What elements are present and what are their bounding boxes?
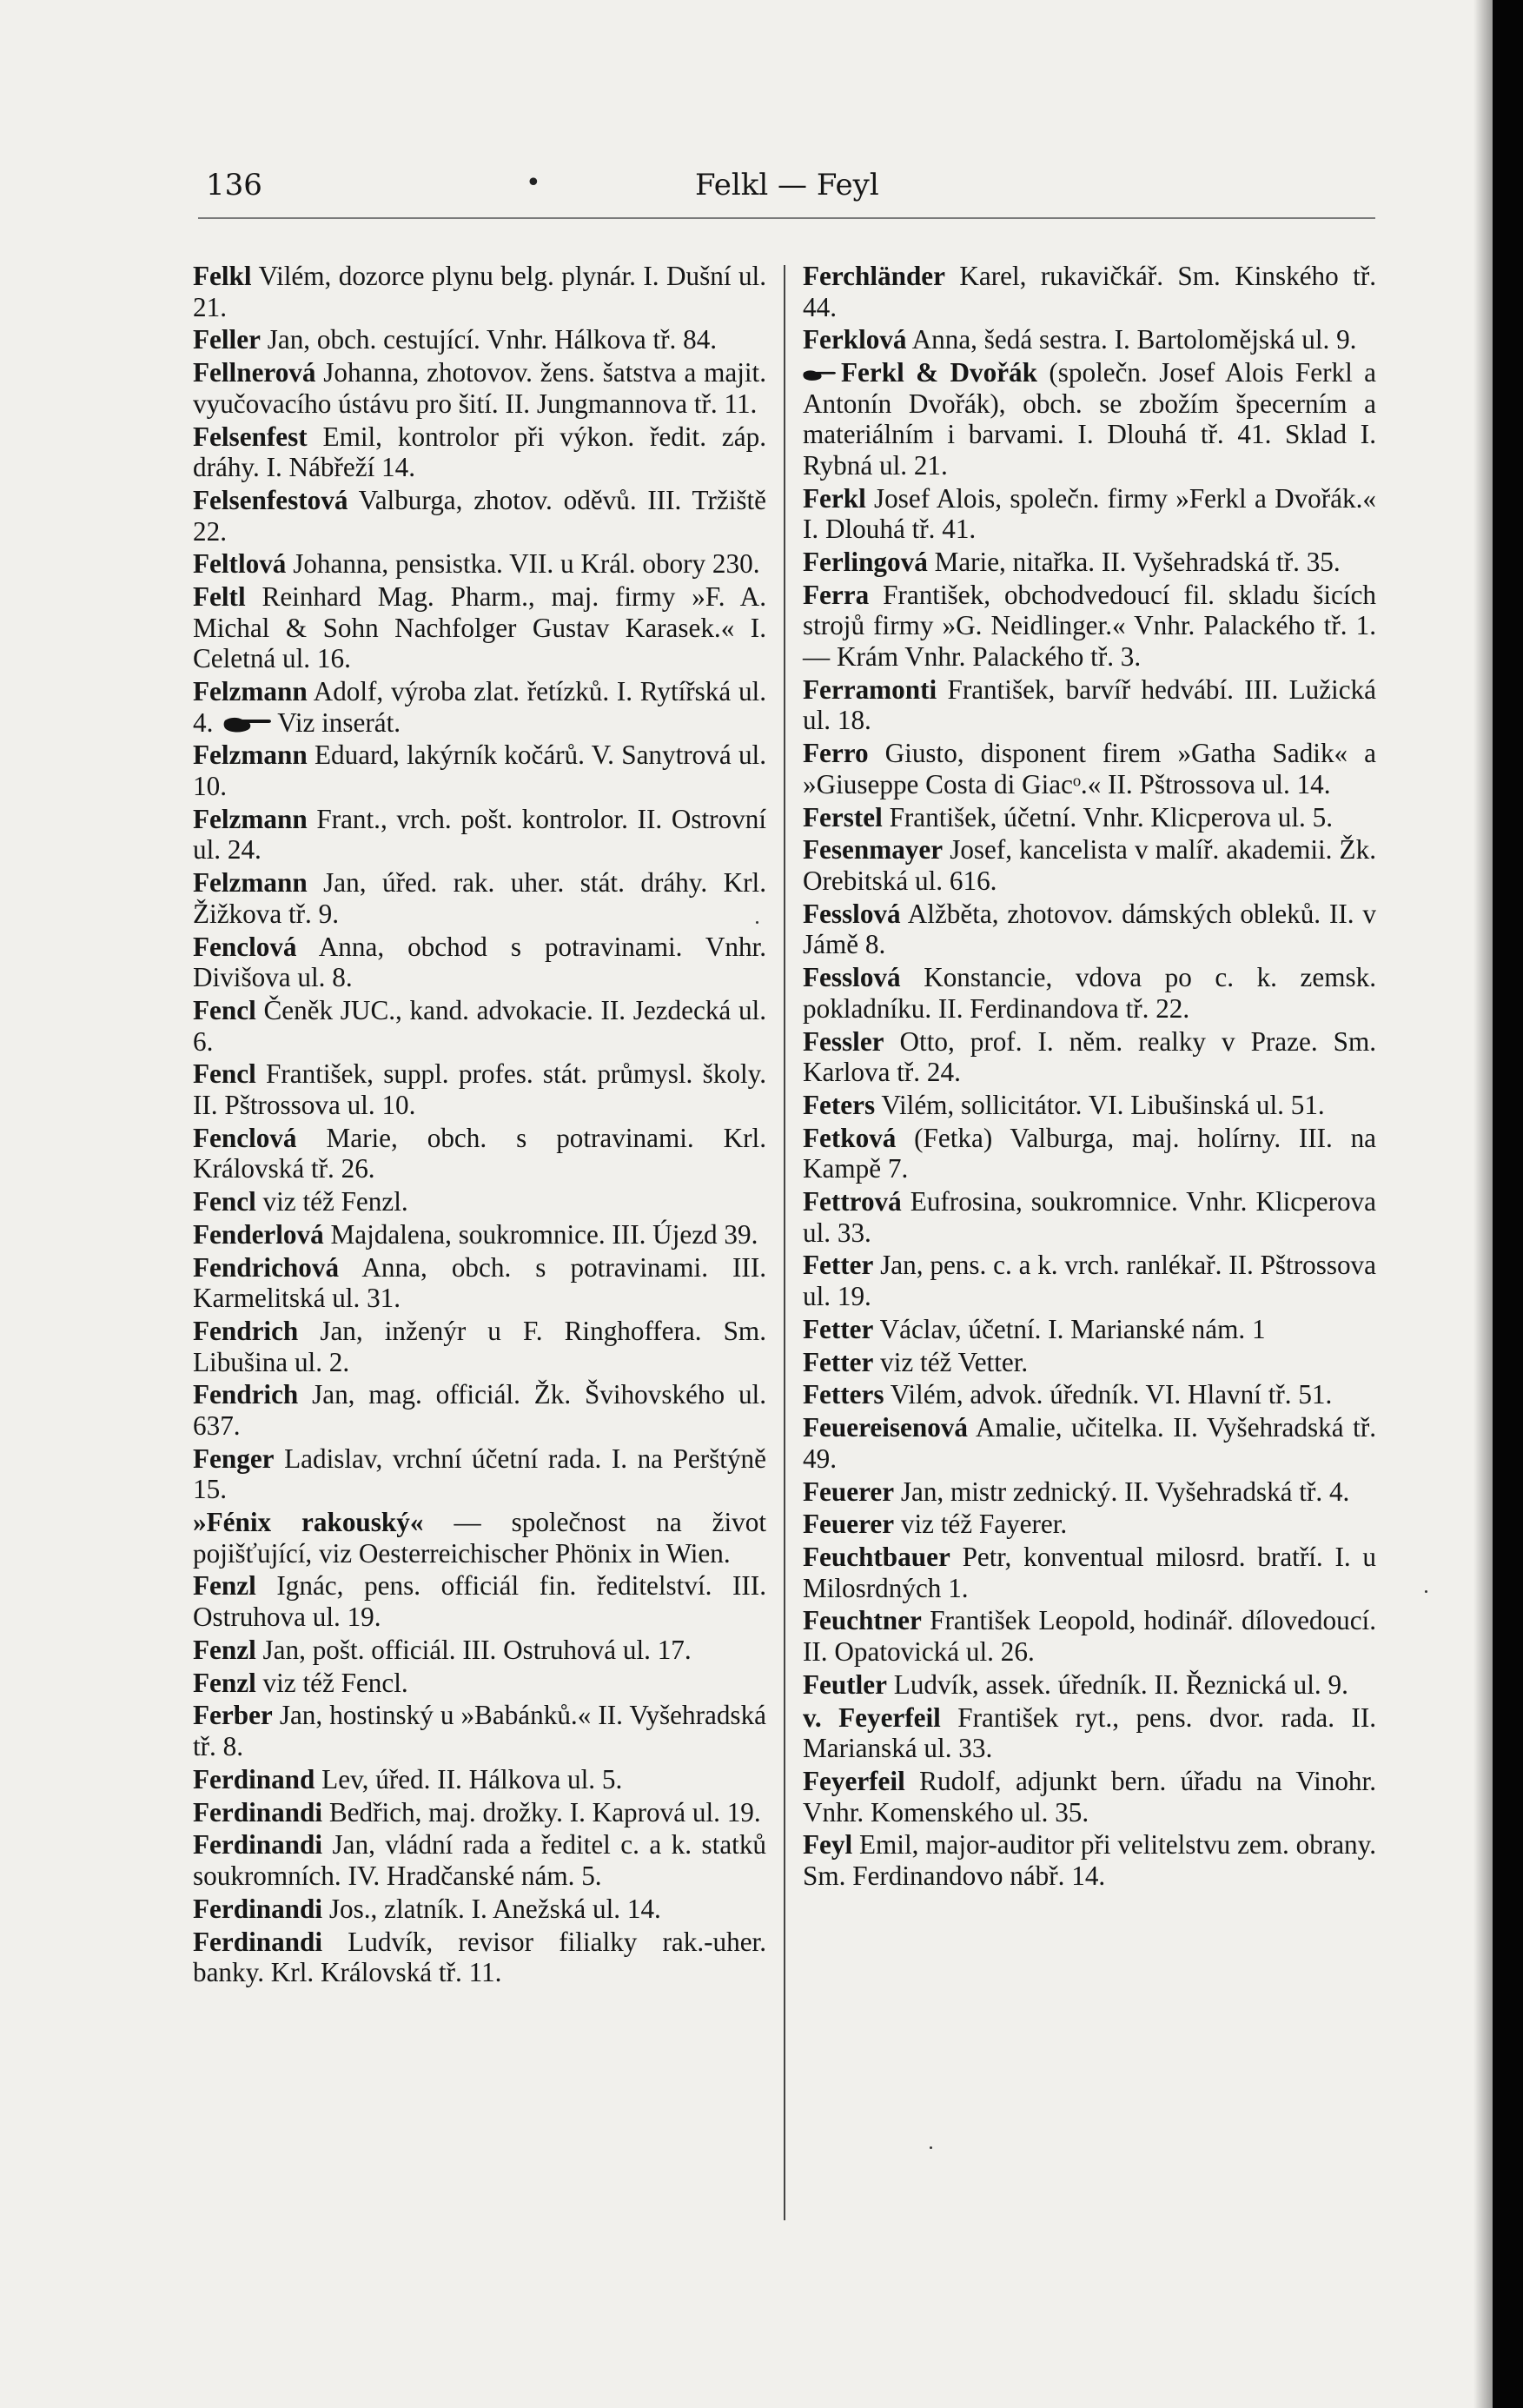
directory-entry <box>803 899 1376 960</box>
entry-surname: Ferkl <box>803 482 866 514</box>
entry-details: Jan, hostinský u »Babánků.« II. Vyšehradská tř. 8. <box>193 1700 767 1761</box>
header-rule <box>198 217 1375 219</box>
directory-entry <box>193 421 766 483</box>
entry-note: Viz inserát. <box>277 706 401 738</box>
entry-surname: Fetková <box>803 1122 897 1153</box>
right-column <box>803 261 1376 1894</box>
page-number: 136 <box>206 168 262 202</box>
entry-details: Emil, kontrolor při výkon. ředit. záp. dráhy. I. Nábřeží 14. <box>193 421 766 483</box>
entry-details: Josef Alois, společn. firmy »Ferkl a Dvořák.« I. Dlouhá tř. 41. <box>803 482 1376 545</box>
entry-details: viz též Fencl. <box>262 1667 408 1698</box>
entry-surname: Feuerer <box>803 1509 895 1540</box>
entry-surname: Ferklová <box>803 324 907 355</box>
entry-details: viz též Fayerer. <box>900 1509 1068 1540</box>
entry-details: František, barvíř hedvábí. III. Lužická ul. 18. <box>803 673 1376 736</box>
directory-entry <box>803 962 1376 1024</box>
entry-details: Emil, major-auditor při velitelstvu zem. obrany. Sm. Ferdinandovo nábř. 14. <box>803 1829 1376 1891</box>
directory-entry <box>803 1186 1376 1248</box>
running-head <box>0 168 1493 220</box>
entry-details: Eduard, lakýrník kočárů. V. Sanytrová ul. 10. <box>193 740 767 801</box>
entry-details: František, obchodvedoucí fil. skladu šicích strojů firmy »G. Neidlinger.« Vnhr. Palackého tř. 1. — Krám Vnhr. Palackého tř. 3. <box>803 579 1376 673</box>
entry-surname: Feuerer <box>803 1476 895 1507</box>
directory-entry <box>803 1250 1376 1311</box>
entry-details: Giusto, disponent firem »Gatha Sadik« a »Giuseppe Costa di Giacᵒ.« II. Pštrossova ul. 14. <box>803 738 1377 799</box>
entry-details: Ludvík, assek. úředník. II. Řeznická ul. 9. <box>893 1668 1348 1700</box>
directory-entry <box>803 674 1376 736</box>
entry-details: Adolf, výroba zlat. řetízků. I. Rytířská ul. 4. <box>193 676 767 738</box>
entry-details: Čeněk JUC., kand. advokacie. II. Jezdecká ul. 6. <box>193 994 766 1057</box>
entry-surname: Feuereisenová <box>803 1412 968 1443</box>
entry-details: Eufrosina, soukromnice. Vnhr. Klicperova ul. 33. <box>803 1186 1376 1248</box>
entry-details: Marie, obch. s potravinami. Krl. Královská tř. 26. <box>193 1122 767 1184</box>
directory-entry <box>193 740 766 801</box>
directory-entry <box>803 324 1376 355</box>
entry-details: Johanna, zhotovov. žens. šatstva a majit. vyučovacího ústávu pro šití. II. Jungmannova tř. 11. <box>193 357 766 419</box>
entry-surname: Feltl <box>193 581 246 613</box>
entry-surname: Felzmann <box>193 740 308 771</box>
entry-details: — společnost na život pojišťující, viz Oesterreichischer Phönix in Wien. <box>193 1507 767 1569</box>
directory-entry <box>803 1090 1376 1121</box>
entry-surname: Felzmann <box>193 867 308 899</box>
entry-details: viz též Fenzl. <box>262 1186 408 1217</box>
directory-entry <box>803 1026 1376 1088</box>
directory-entry <box>803 261 1376 322</box>
directory-entry <box>803 1379 1376 1410</box>
entry-surname: Ferra <box>803 579 870 610</box>
entry-surname: Fendrichová <box>193 1251 340 1283</box>
directory-entry <box>193 804 766 866</box>
entry-surname: Felsenfest <box>193 421 308 452</box>
directory-entry <box>193 1635 766 1666</box>
entry-details: František, účetní. Vnhr. Klicperova ul. 5. <box>889 801 1334 833</box>
entry-surname: Felzmann <box>193 803 308 834</box>
entry-surname: Ferkl & Dvořák <box>841 357 1037 388</box>
entry-surname: Felzmann <box>193 676 308 707</box>
directory-entry <box>193 1570 766 1632</box>
directory-entry <box>803 357 1376 481</box>
directory-entry <box>193 581 766 674</box>
entry-surname: Ferramonti <box>803 673 937 705</box>
directory-entry <box>193 1507 766 1569</box>
entry-surname: Feters <box>803 1089 876 1120</box>
directory-entry <box>193 1668 766 1699</box>
entry-surname: Ferstel <box>803 801 883 833</box>
entry-details: Jan, pošt. officiál. III. Ostruhová ul. 17. <box>262 1634 692 1665</box>
entry-surname: Fenger <box>193 1443 275 1474</box>
entry-details: František ryt., pens. dvor. rada. II. Marianská ul. 33. <box>803 1702 1377 1764</box>
pointing-hand-icon <box>803 366 838 385</box>
directory-entry <box>803 802 1376 833</box>
entry-surname: Ferber <box>193 1700 273 1731</box>
directory-entry <box>193 1379 766 1441</box>
entry-surname: Feuchtner <box>803 1605 922 1636</box>
entry-details: Konstancie, vdova po c. k. zemsk. pokladníku. II. Ferdinandova tř. 22. <box>803 962 1376 1024</box>
entry-details: Lev, úřed. II. Hálkova ul. 5. <box>321 1763 623 1794</box>
entry-surname: Fesslová <box>803 962 901 993</box>
entry-surname: Fesslová <box>803 898 901 929</box>
entry-surname: Fetter <box>803 1250 874 1281</box>
directory-entry <box>193 1894 766 1925</box>
entry-details: (Fetka) Valburga, maj. holírny. III. na Kampě 7. <box>803 1122 1377 1184</box>
entry-details: Anna, šedá sestra. I. Bartolomějská ul. 9. <box>911 324 1357 355</box>
entry-surname: v. Feyerfeil <box>803 1702 941 1733</box>
entry-details: Anna, obchod s potravinami. Vnhr. Divišova ul. 8. <box>193 931 767 993</box>
entry-surname: Fendrich <box>193 1315 299 1346</box>
entry-details: Jan, vládní rada a ředitel c. a k. statků soukromních. IV. Hradčanské nám. 5. <box>193 1829 767 1891</box>
entry-surname: Ferdinand <box>193 1763 315 1794</box>
entry-surname: Fetter <box>803 1313 874 1344</box>
entry-details: Amalie, učitelka. II. Vyšehradská tř. 49. <box>803 1412 1377 1474</box>
entry-details: František Leopold, hodinář. dílovedoucí. II. Opatovická ul. 26. <box>803 1605 1376 1668</box>
entry-surname: Fenzl <box>193 1570 256 1602</box>
directory-entry <box>193 1829 766 1891</box>
entry-details: Vilém, sollicitátor. VI. Libušinská ul. 51. <box>881 1089 1325 1120</box>
entry-details: Rudolf, adjunkt bern. úřadu na Vinohr. Vnhr. Komenského ul. 35. <box>803 1765 1376 1828</box>
entry-surname: »Fénix rakouský« <box>193 1507 424 1538</box>
directory-entry <box>803 483 1376 545</box>
directory-entry <box>193 995 766 1057</box>
directory-entry <box>803 834 1376 896</box>
entry-details: Johanna, pensistka. VII. u Král. obory 230. <box>293 548 760 580</box>
entry-surname: Fenzl <box>193 1634 256 1665</box>
directory-entry <box>803 1123 1376 1184</box>
running-title: Felkl — Feyl <box>695 168 879 202</box>
entry-surname: Feltlová <box>193 548 287 580</box>
entry-details: Ignác, pens. officiál fin. ředitelství. III. Ostruhova ul. 19. <box>193 1570 766 1633</box>
entry-details: Jos., zlatník. I. Anežská ul. 14. <box>328 1893 661 1924</box>
entry-surname: Fenclová <box>193 931 297 962</box>
directory-entry <box>193 485 766 547</box>
directory-entry <box>193 1797 766 1828</box>
directory-entry <box>193 1186 766 1217</box>
entry-surname: Fessler <box>803 1025 884 1057</box>
entry-surname: Ferdinandi <box>193 1796 323 1828</box>
entry-surname: Fetters <box>803 1379 884 1410</box>
directory-entry <box>803 1347 1376 1378</box>
decorative-dot: • <box>526 168 541 198</box>
entry-surname: Ferdinandi <box>193 1926 323 1957</box>
entry-surname: Fencl <box>193 994 256 1025</box>
directory-entry <box>803 1766 1376 1828</box>
directory-entry <box>193 548 766 580</box>
entry-details: viz též Vetter. <box>880 1346 1029 1377</box>
entry-details: Ladislav, vrchní účetní rada. I. na Perštýně 15. <box>193 1443 766 1505</box>
entry-surname: Ferlingová <box>803 547 928 578</box>
directory-entry <box>193 1927 766 1988</box>
entry-surname: Fellnerová <box>193 357 316 388</box>
directory-entry <box>193 357 766 419</box>
entry-surname: Ferdinandi <box>193 1829 323 1861</box>
entry-surname: Fenclová <box>193 1122 297 1153</box>
directory-entry <box>803 1542 1376 1603</box>
directory-entry <box>193 1764 766 1795</box>
entry-surname: Felkl <box>193 261 252 291</box>
entry-surname: Fetter <box>803 1346 874 1377</box>
directory-entry <box>803 1412 1376 1474</box>
directory-entry <box>803 1476 1376 1508</box>
entry-details: Josef, kancelista v malíř. akademii. Žk. Orebitská ul. 616. <box>803 834 1376 896</box>
entry-details: Jan, inženýr u F. Ringhoffera. Sm. Libušina ul. 2. <box>193 1315 766 1377</box>
entry-details: Vilém, advok. úředník. VI. Hlavní tř. 51. <box>890 1379 1333 1410</box>
entry-details: Jan, mistr zednický. II. Vyšehradská tř. 4. <box>900 1476 1350 1507</box>
entry-surname: Feyl <box>803 1829 853 1861</box>
directory-entry <box>803 1702 1376 1764</box>
directory-entry <box>193 932 766 993</box>
entry-details: Jan, úřed. rak. uher. stát. dráhy. Krl. Žižkova tř. 9. <box>193 867 766 929</box>
directory-entry <box>193 1316 766 1377</box>
entry-surname: Fettrová <box>803 1186 902 1217</box>
directory-entry <box>193 1058 766 1120</box>
directory-entry <box>193 676 766 738</box>
entry-details: Jan, mag. officiál. Žk. Švihovského ul. 637. <box>193 1379 766 1441</box>
entry-surname: Feutler <box>803 1668 887 1700</box>
entry-details: Ludvík, revisor filialky rak.-uher. banky. Krl. Královská tř. 11. <box>193 1926 767 1988</box>
directory-entry <box>193 1700 766 1761</box>
entry-surname: Fenzl <box>193 1667 256 1698</box>
directory-entry <box>803 1829 1376 1891</box>
entry-details: Otto, prof. I. něm. realky v Praze. Sm. Karlova tř. 24. <box>803 1025 1376 1088</box>
directory-entry <box>803 547 1376 578</box>
directory-entry <box>803 1669 1376 1701</box>
entry-details: Alžběta, zhotovov. dámských obleků. II. v Jámě 8. <box>803 898 1376 960</box>
directory-entry <box>803 1605 1376 1667</box>
entry-details: Valburga, zhotov. oděvů. III. Tržiště 22. <box>193 484 767 547</box>
entry-details: Majdalena, soukromnice. III. Újezd 39. <box>330 1218 758 1250</box>
directory-entry <box>803 1314 1376 1345</box>
directory-entry <box>803 580 1376 673</box>
entry-surname: Ferro <box>803 738 869 769</box>
directory-entry <box>193 261 766 322</box>
left-column <box>193 261 766 1990</box>
entry-surname: Feuchtbauer <box>803 1542 950 1573</box>
pointing-hand-icon <box>223 715 274 734</box>
directory-entry <box>193 1123 766 1184</box>
directory-entry <box>193 324 766 355</box>
entry-surname: Ferchländer <box>803 261 945 291</box>
entry-details: Vilém, dozorce plynu belg. plynár. I. Dušní ul. 21. <box>193 261 766 322</box>
directory-entry <box>193 1219 766 1250</box>
directory-entry <box>193 867 766 929</box>
entry-surname: Ferdinandi <box>193 1893 323 1924</box>
column-divider <box>784 265 785 2220</box>
entry-details: Reinhard Mag. Pharm., maj. firmy »F. A. Michal & Sohn Nachfolger Gustav Karasek.« I. Celetná ul. 16. <box>193 581 766 674</box>
entry-surname: Fencl <box>193 1186 256 1217</box>
print-speck <box>756 921 758 924</box>
entry-details: Anna, obch. s potravinami. III. Karmelitská ul. 31. <box>193 1251 767 1314</box>
entry-details: Karel, rukavičkář. Sm. Kinského tř. 44. <box>803 261 1376 322</box>
print-speck <box>930 2146 932 2149</box>
entry-details: Marie, nitařka. II. Vyšehradská tř. 35. <box>934 547 1341 578</box>
directory-entry <box>803 1509 1376 1540</box>
entry-details: Jan, pens. c. a k. vrch. ranlékař. II. Pštrossova ul. 19. <box>803 1250 1376 1311</box>
entry-surname: Fenderlová <box>193 1218 324 1250</box>
entry-details: Petr, konventual milosrd. bratří. I. u Milosrdných 1. <box>803 1542 1376 1603</box>
entry-surname: Fendrich <box>193 1379 299 1410</box>
entry-details: (společn. Josef Alois Ferkl a Antonín Dvořák), obch. se zbožím špecerním a materiálním i barvami. I. Dlouhá tř. 41. Sklad I. Rybná ul. 21. <box>803 357 1376 481</box>
directory-entry <box>803 738 1376 799</box>
directory-entry <box>193 1252 766 1314</box>
entry-surname: Felsenfestová <box>193 484 348 515</box>
entry-surname: Feller <box>193 324 261 355</box>
entry-surname: Fesenmayer <box>803 834 944 866</box>
entry-details: Frant., vrch. pošt. kontrolor. II. Ostrovní ul. 24. <box>193 803 766 866</box>
entry-details: František, suppl. profes. stát. průmysl. školy. II. Pštrossova ul. 10. <box>193 1058 766 1120</box>
entry-details: Bedřich, maj. drožky. I. Kaprová ul. 19. <box>328 1796 761 1828</box>
entry-details: Jan, obch. cestující. Vnhr. Hálkova tř. 84. <box>267 324 718 355</box>
print-speck <box>1425 1590 1427 1593</box>
entry-surname: Fencl <box>193 1058 256 1090</box>
entry-surname: Feyerfeil <box>803 1765 905 1796</box>
entry-details: Václav, účetní. I. Marianské nám. 1 <box>879 1313 1266 1344</box>
directory-entry <box>193 1443 766 1505</box>
